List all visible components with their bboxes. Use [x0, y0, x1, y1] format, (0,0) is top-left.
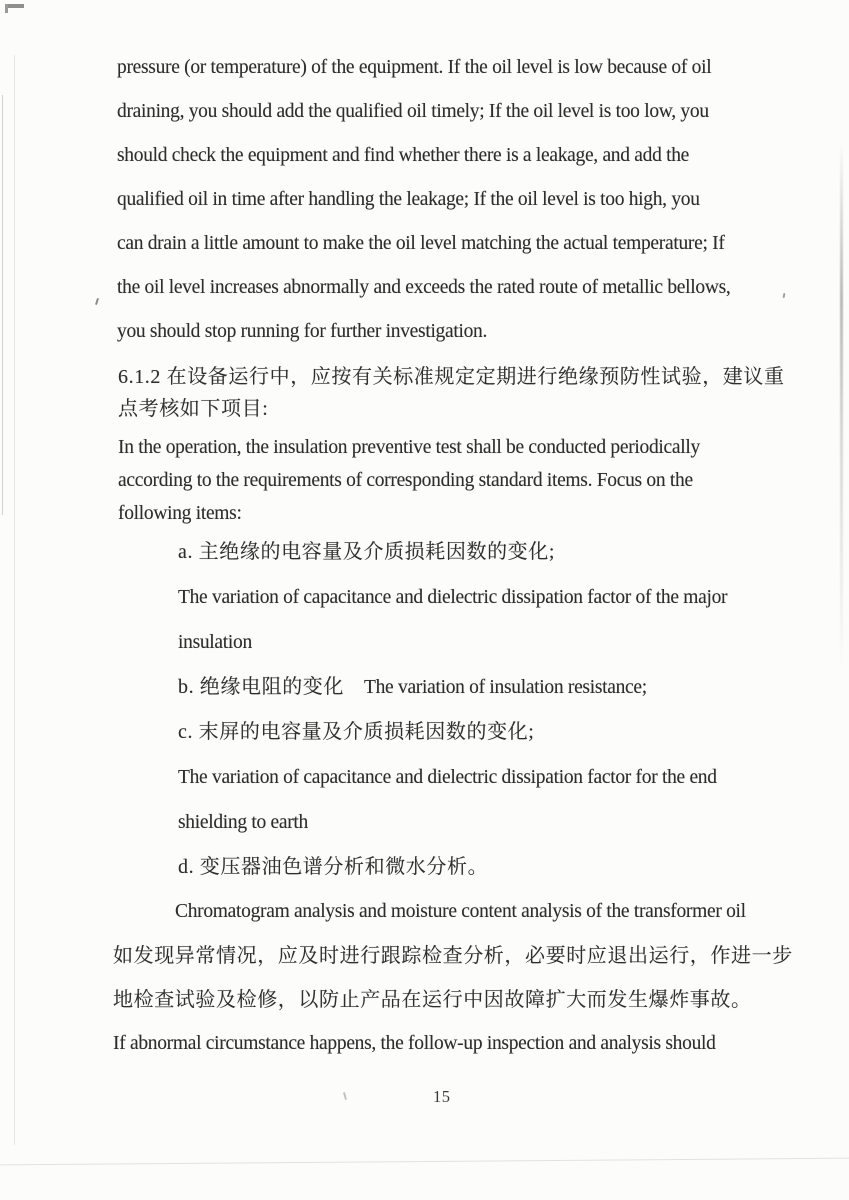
section-6-1-2-chinese [118, 361, 785, 425]
text-line: The variation of capacitance and dielectric dissipation factor for the end [178, 767, 717, 788]
text-line: following items: [118, 503, 242, 524]
paragraph-oil-level [117, 46, 730, 354]
scan-corner-mark-vertical [5, 4, 8, 13]
section-6-1-2-english [118, 431, 785, 530]
scan-bottom-crease-line [0, 1158, 849, 1166]
page-number: 15 [433, 1087, 451, 1106]
text-line: 地检查试验及检修，以防止产品在运行中因故障扩大而发生爆炸事故。 [113, 989, 752, 1011]
list-item-d: d. 变压器油色谱分析和微水分析。 [178, 856, 489, 878]
text-line: draining, you should add the qualified oil timely; If the oil level is too low, you [117, 101, 709, 122]
list-item-b-english: The variation of insulation resistance; [364, 677, 647, 698]
list-item-a: a. 主绝缘的电容量及介质损耗因数的变化; [178, 541, 556, 563]
text-line: 如发现异常情况，应及时进行跟踪检查分析，必要时应退出运行，作进一步 [113, 945, 793, 967]
text-line: The variation of capacitance and dielectric dissipation factor of the major [178, 587, 728, 608]
test-items-list [178, 530, 727, 890]
text-line: In the operation, the insulation preventive test shall be conducted periodically [118, 437, 700, 458]
text-line: the oil level increases abnormally and exceeds the rated route of metallic bellows, [117, 277, 731, 298]
section-6-1-2 [118, 361, 785, 530]
text-line: Chromatogram analysis and moisture content analysis of the transformer oil [175, 901, 746, 922]
text-line: according to the requirements of corresponding standard items. Focus on the [118, 470, 693, 491]
text-line: insulation [178, 632, 252, 653]
scan-left-edge-line [2, 95, 3, 515]
text-line: should check the equipment and find whether there is a leakage, and add the [117, 145, 690, 166]
text-line: qualified oil in time after handling the leakage; If the oil level is too high, you [117, 189, 700, 210]
scan-speck [783, 293, 786, 298]
text-line: pressure (or temperature) of the equipment. If the oil level is low because of oil [117, 57, 712, 78]
list-item-b-chinese: b. 绝缘电阻的变化 [178, 676, 344, 698]
scan-speck [343, 1092, 347, 1100]
scan-left-crease-line [14, 55, 15, 1145]
list-item-c: c. 末屏的电容量及介质损耗因数的变化; [178, 721, 535, 743]
closing-paragraph [113, 890, 793, 1066]
text-line: 点考核如下项目: [118, 398, 269, 420]
text-line: you should stop running for further investigation. [117, 321, 488, 342]
text-line: shielding to earth [178, 812, 308, 833]
text-line: 6.1.2 在设备运行中，应按有关标准规定定期进行绝缘预防性试验，建议重 [118, 366, 785, 388]
scan-speck [95, 298, 99, 305]
scan-right-edge-streak [840, 140, 843, 670]
text-line: can drain a little amount to make the oil level matching the actual temperature; If [117, 233, 725, 254]
text-line: If abnormal circumstance happens, the follow-up inspection and analysis should [113, 1033, 716, 1054]
list-item-b [178, 665, 727, 710]
